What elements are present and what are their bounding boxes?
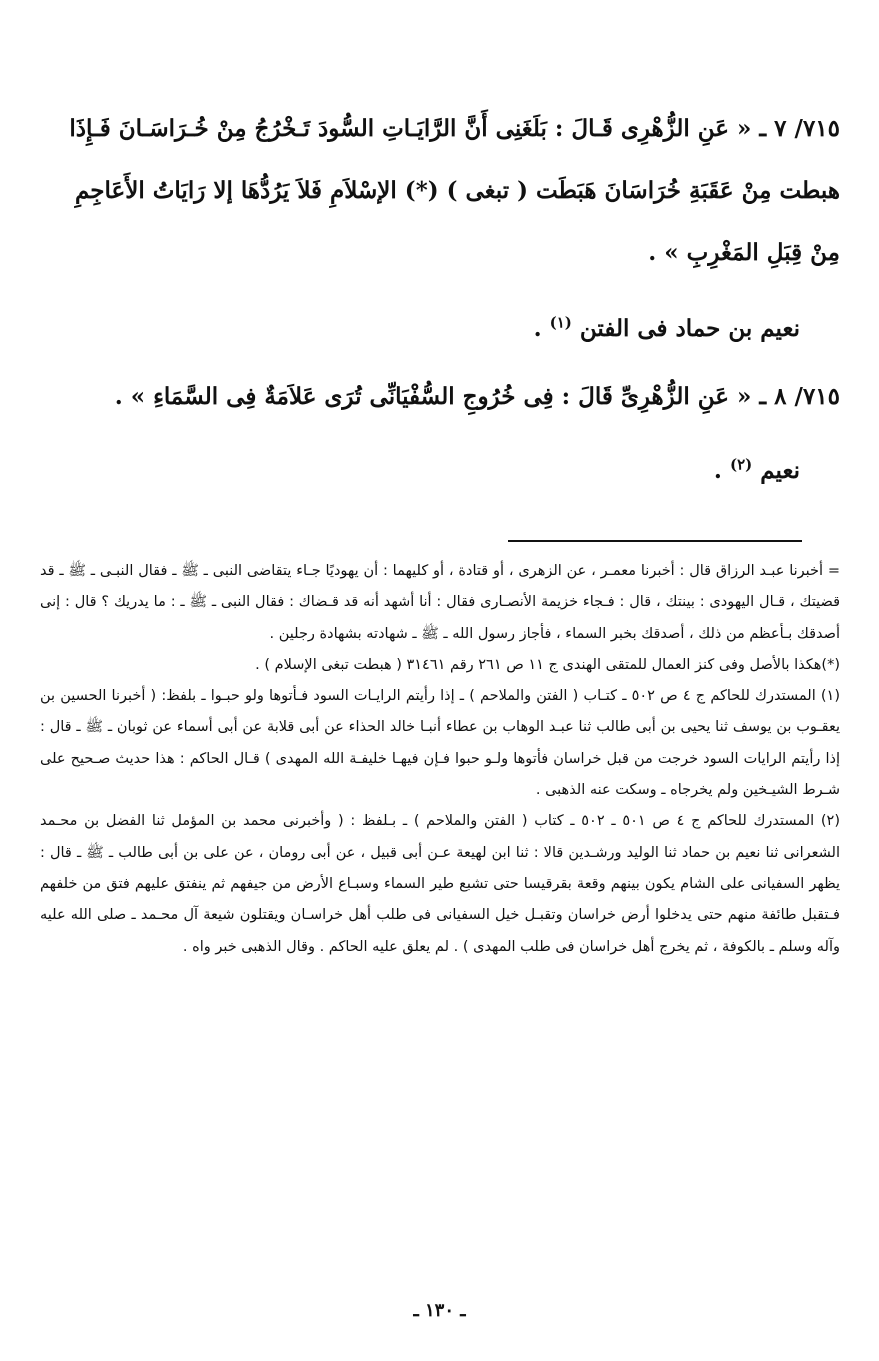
hadith-715-8 <box>40 366 840 428</box>
hadith-715-7-text: ٧١٥/ ٧ ـ « عَنِ الزُّهْرِى قَـالَ : بَلَغَنِى أَنَّ الرَّايَـاتِ السُّودَ تَـخْرُجُ مِنْ خُـرَاسَـانَ فَـإِذَا هبطت مِنْ عَقَبَةِ خُرَاسَانَ هَبَطَت ( تبغى ) (*) الإسْلاَمِ فَلاَ يَرُدُّهَا إلا رَايَاتُ الأَعَاجِمِ مِنْ قِبَلِ المَغْرِبِ » . <box>69 115 840 266</box>
hadith-715-7 <box>40 98 840 284</box>
source-citation-1-text: نعيم بن حماد فى الفتن <box>579 315 800 342</box>
footnote-1: (١) المستدرك للحاكم ج ٤ ص ٥٠٢ ـ كتـاب ( الفتن والملاحم ) ـ إذا رأيتم الرايـات السود فـأتوها ولو حبـوا ـ بلفظ: ( أخبرنا الحسين بن يعقـوب بن يوسف ثنا يحيى بن أبى طالب ثنا عبـد الوهاب بن عطاء أنبـا خالد الحذاء عن أبى قلابة عن أبى أسماء عن ثوبان ـ ﷺ ـ قال : إذا رأيتم الرايات السود خرجت من قبل خراسان فأتوها ولـو حبوا فـإن فيهـا خليفـة الله المهدى ) قـال الحاكم : هذا حديث صـحيح على شـرط الشيـخين ولم يخرجاه ـ وسكت عنه الذهبى . <box>40 688 841 799</box>
footnote-ref-2: (٢) <box>729 455 753 474</box>
source-citation-2-end: . <box>713 457 722 484</box>
footnote-separator <box>508 540 802 542</box>
footnote-continuation: = أخبرنا عبـد الرزاق قال : أخبرنا معمـر ، عن الزهرى ، أو قتادة ، أو كليهما : أن يهوديًا جـاء يتقاضى النبى ـ ﷺ ـ فقال النبـى ـ ﷺ ـ قد قضيتك ، قـال اليهودى : بينتك ، قال : فـجاء خزيمة الأنصـارى فقال : أنا أشهد أنه قد قـضاك : فقال النبى ـ ﷺ ـ : ما يدريك ؟ قال : إنى أصدقك بـأعظم من ذلك ، أصدقك بخبر السماء ، فأجاز رسول الله ـ ﷺ ـ شهادته بشهادة رجلين . <box>40 563 840 642</box>
footnote-2: (٢) المستدرك للحاكم ج ٤ ص ٥٠١ ـ ٥٠٢ ـ كتاب ( الفتن والملاحم ) ـ بـلفظ : ( وأخبرنى محمد بن المؤمل ثنا الفضل بن محـمد الشعرانى ثنا نعيم بن حماد ثنا الوليد ورشـدين قالا : ثنا ابن لهيعة عـن أبى قبيل ، عن أبى رومان ، عن على بن أبى طالب ـ ﷺ ـ قال : يظهر السفيانى على الشام يكون بينهم وقعة بقرقيسا حتى تشبع طير السماء وسبـاع الأرض من جيفهم ثم ينفتق عليهم فتق من خلفهم فـتقبل طائفة منهم حتى يدخلوا أرض خراسان وتقبـل خيل السفيانى فى طلب أهل خراسـان ويقتلون شيعة آل محـمد ـ صلى الله عليه وآله وسلم ـ بالكوفة ، ثم يخرج أهل خراسان فى طلب المهدى ) . لم يعلق عليه الحاكم . وقال الذهبى خبر واه . <box>40 813 841 955</box>
source-citation-1-end: . <box>533 315 542 342</box>
source-citation-2-text: نعيم <box>760 457 800 484</box>
page-number: ـ ١٣٠ ـ <box>413 1300 466 1321</box>
source-citation-2 <box>40 440 840 502</box>
footnote-ref-1: (١) <box>549 313 572 332</box>
hadith-715-8-text: ٧١٥/ ٨ ـ « عَنِ الزُّهْرِىِّ قَالَ : فِى خُرُوجِ السُّفْيَانِّى تُرَى عَلاَمَةٌ فِى السَّمَاءِ » . <box>114 383 840 410</box>
source-citation-1 <box>40 298 840 360</box>
footnotes <box>40 556 840 963</box>
footnote-asterisk: (*)هكذا بالأصل وفى كنز العمال للمتقى الهندى ج ١١ ص ٢٦١ رقم ٣١٤٦١ ( هبطت تبغى الإسلام ) . <box>255 656 840 673</box>
